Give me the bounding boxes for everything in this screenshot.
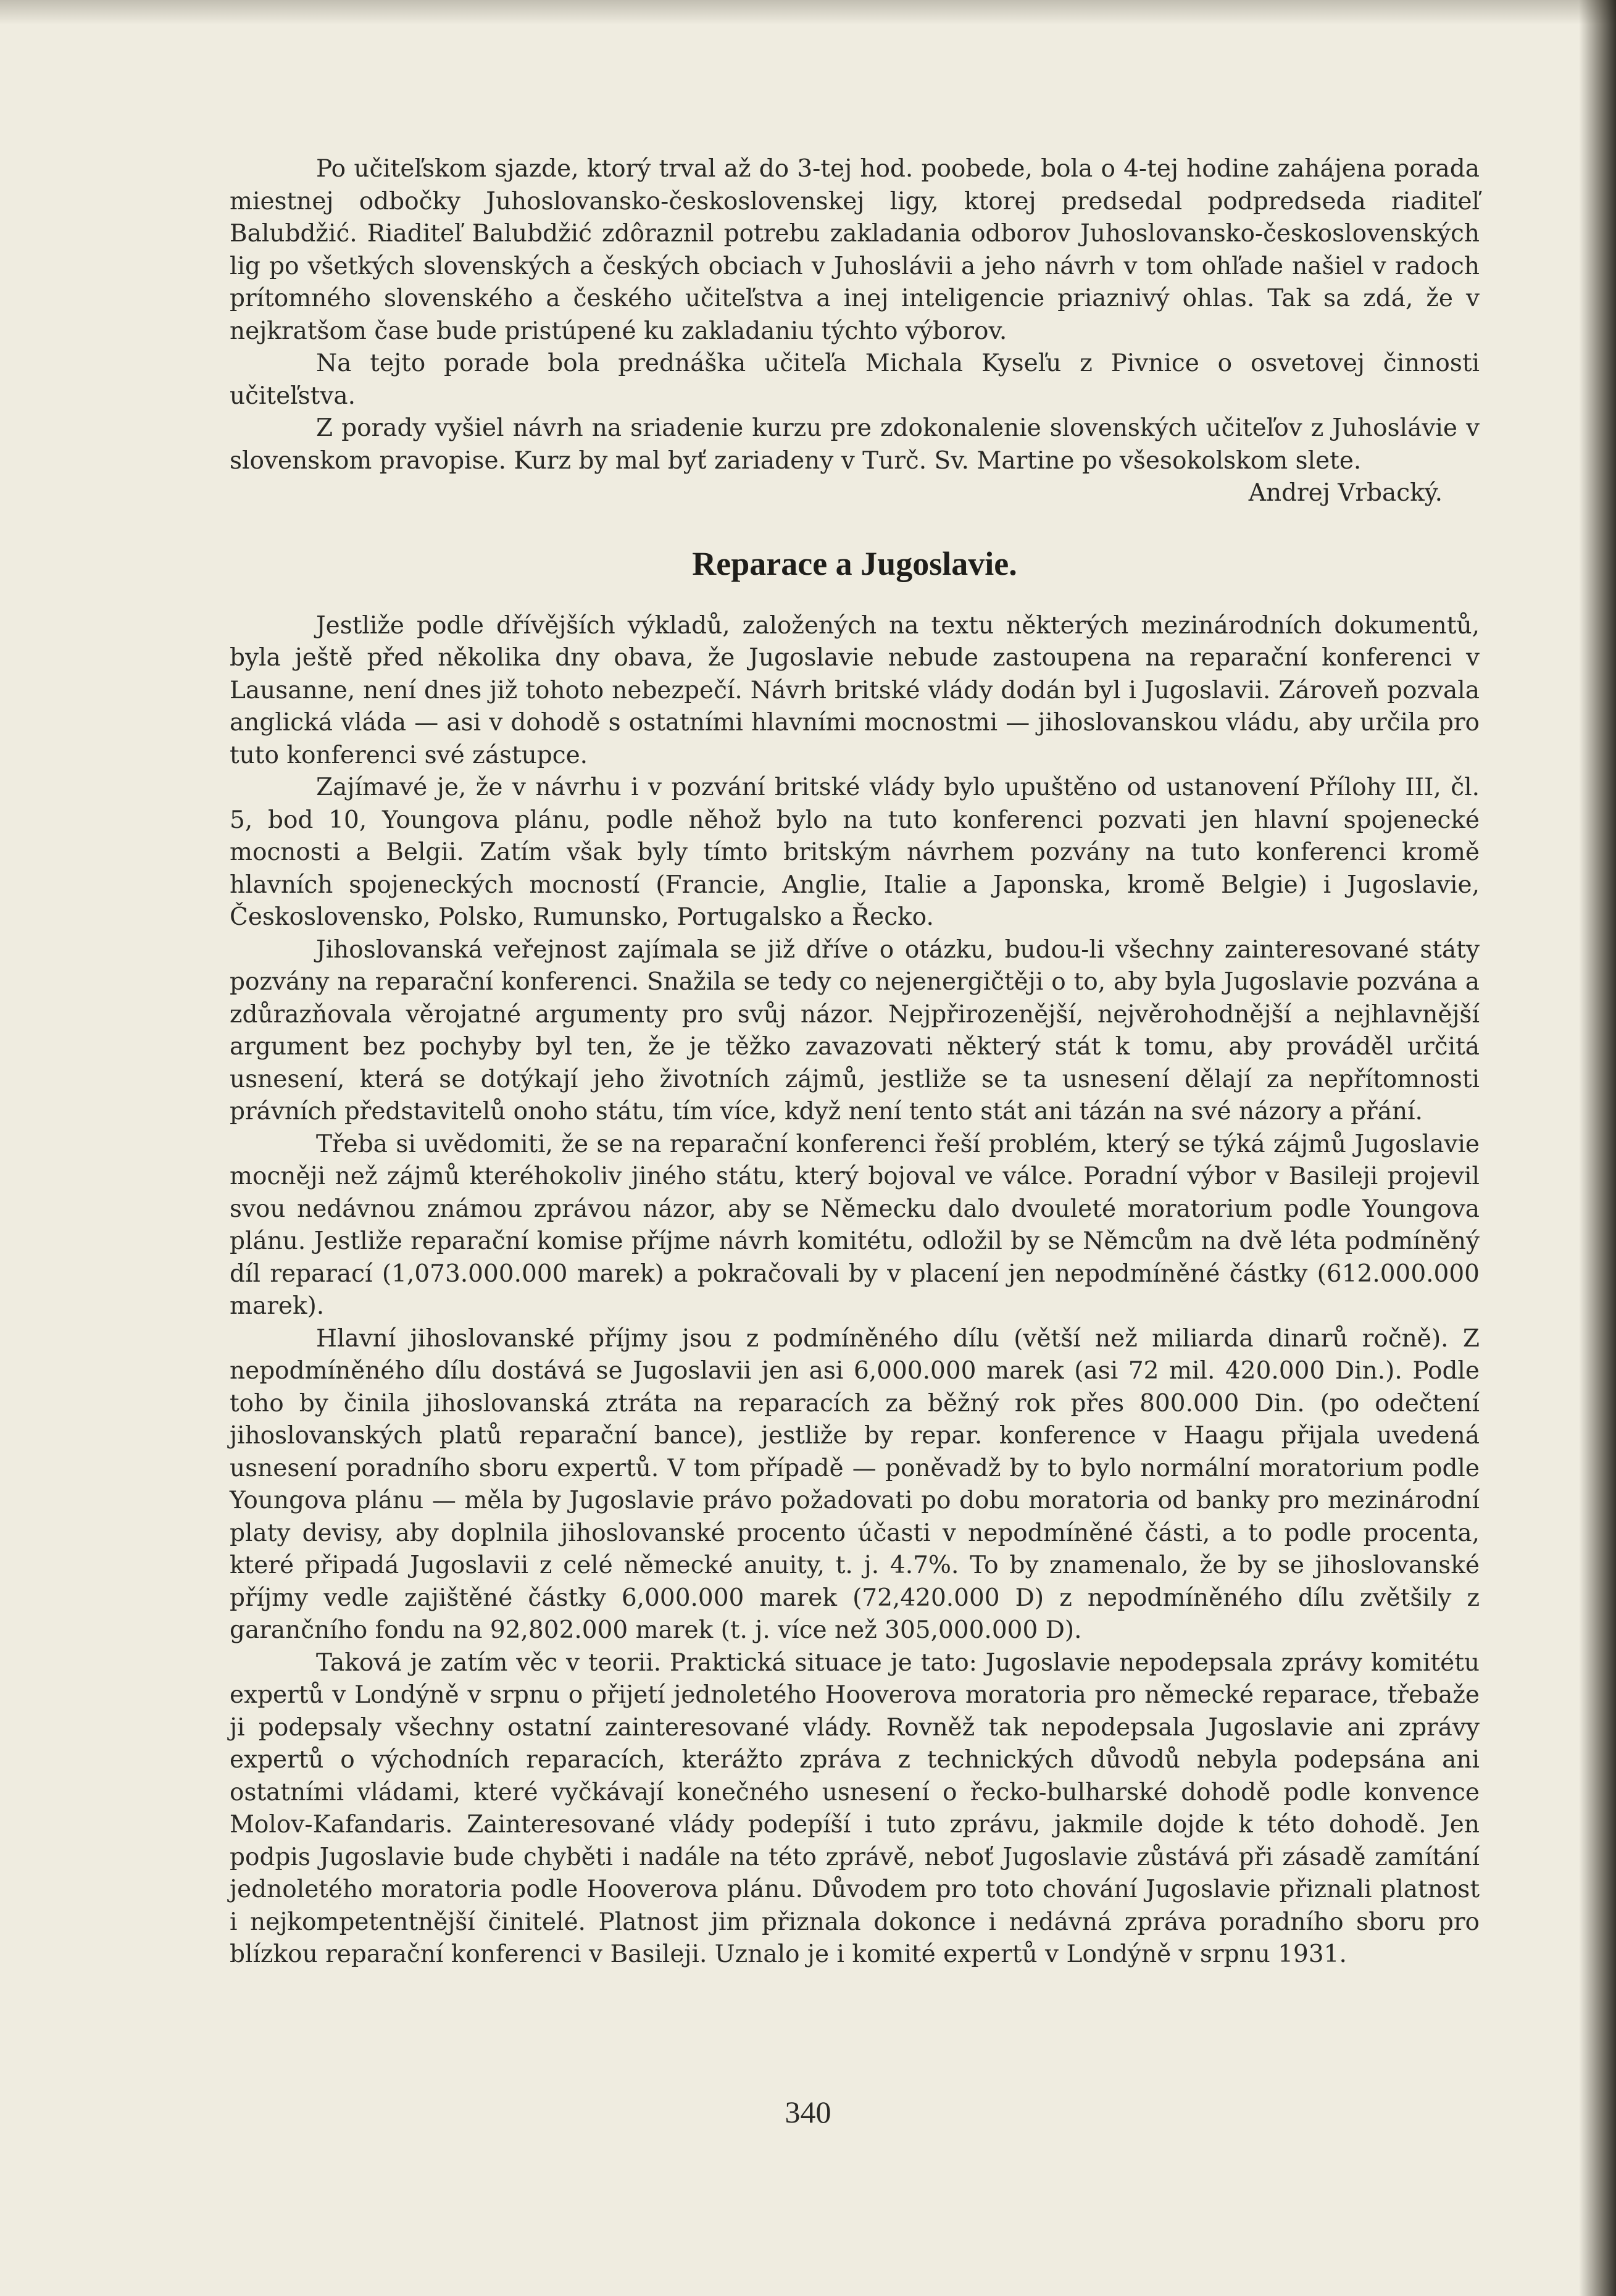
author-signature: Andrej Vrbacký. [1248,479,1443,507]
page-number: 340 [785,2095,831,2129]
article-title: Reparace a Jugoslavie. [692,545,1017,582]
page-content [230,153,1480,1971]
article-paragraph-5: Hlavní jihoslovanské příjmy jsou z podmíněného dílu (větší než miliarda dinarů ročně). Z nepodmíněného dílu dostává se Jugoslavii jen asi 6,000.000 marek (asi 72 mil. 420.000 Din.). Podle toho by činila jihoslovanská ztráta na reparacích za běžný rok přes 800.000 Din. (po odečtení jihoslovanských platů reparační bance), jestliže by repar. konference v Haagu přijala uvedená usnesení poradního sboru expertů. V tom případě — poněvadž by to bylo normální moratorium podle Youngova plánu — měla by Jugoslavie právo požadovati po dobu moratoria od banky pro mezinárodní platy devisy, aby doplnila jihoslovanské procento účasti v nepodmíněné části, a to podle procenta, které připadá Jugoslavii z celé německé anuity, t. j. 4.7%. To by znamenalo, že by se jihoslovanské příjmy vedle zajištěné částky 6,000.000 marek (72,420.000 D) z nepodmíněného dílu zvětšily z garančního fondu na 92,802.000 marek (t. j. více než 305,000.000 D). [230,1324,1480,1644]
article-paragraph-6: Taková je zatím věc v teorii. Praktická situace je tato: Jugoslavie nepodepsala zprávy komitétu expertů v Londýně v srpnu o přijetí jednoletého Hooverova moratoria pro německé reparace, třebaže ji podepsaly všechny ostatní zainteresované vlády. Rovněž tak nepodepsala Jugoslavie ani zprávy expertů o východních reparacích, kterážto zpráva z technických důvodů nebyla podepsána ani ostatními vládami, které vyčkávají konečného usnesení o řecko-bulharské dohodě podle konvence Molov-Kafandaris. Zainteresované vlády podepíší i tuto zprávu, jakmile dojde k této dohodě. Jen podpis Jugoslavie bude chyběti i nadále na této zprávě, neboť Jugoslavie zůstává při zásadě zamítání jednoletého moratoria podle Hooverova plánu. Důvodem pro toto chování Jugoslavie přiznali platnost i nejkompetentnější činitelé. Platnost jim přiznala dokonce i nedávná zpráva poradního sboru pro blízkou reparační konferenci v Basileji. Uznalo je i komité expertů v Londýně v srpnu 1931. [230,1648,1480,1968]
article-paragraph-3: Jihoslovanská veřejnost zajímala se již dříve o otázku, budou-li všechny zainteresované státy pozvány na reparační konferenci. Snažila se tedy co nejenergičtěji o to, aby byla Jugoslavie pozvána a zdůrazňovala věrojatné argumenty pro svůj názor. Nejpřirozenější, nejvěrohodnější a nejhlavnější argument bez pochyby byl ten, že je těžko zavazovati některý stát k tomu, aby prováděl určitá usnesení, která se dotýkají jeho životních zájmů, jestliže se ta usnesení dělají za nepřítomnosti právních představitelů onoho státu, tím více, když není tento stát ani tázán na své názory a přání. [230,935,1480,1125]
top-edge-shadow [0,0,1616,25]
article-paragraph-2: Zajímavé je, že v návrhu i v pozvání britské vlády bylo upuštěno od ustanovení Přílohy III, čl. 5, bod 10, Youngova plánu, podle něhož bylo na tuto konferenci pozvati jen hlavní spojenecké mocnosti a Belgii. Zatím však byly tímto britským návrhem pozvány na tuto konferenci kromě hlavních spojeneckých mocností (Francie, Anglie, Italie a Japonska, kromě Belgie) i Jugoslavie, Československo, Polsko, Rumunsko, Portugalsko a Řecko. [230,774,1480,931]
report-paragraph-2: Na tejto porade bola prednáška učiteľa Michala Kyseľu z Pivnice o osvetovej činnosti učiteľstva. [230,349,1480,410]
article-paragraph-4: Třeba si uvědomiti, že se na reparační konferenci řeší problém, který se týká zájmů Jugoslavie mocněji než zájmů kteréhokoliv jiného státu, který bojoval ve válce. Poradní výbor v Basileji projevil svou nedávnou známou zprávou názor, aby se Německu dalo dvouleté moratorium podle Youngova plánu. Jestliže reparační komise příjme návrh komitétu, odložil by se Němcům na dvě léta podmíněný díl reparací (1,073.000.000 marek) a pokračovali by v placení jen nepodmíněné částky (612.000.000 marek). [230,1130,1480,1320]
article-paragraph-1: Jestliže podle dřívějších výkladů, založených na textu některých mezinárodních dokumentů, byla ještě před několika dny obava, že Jugoslavie nebude zastoupena na reparační konferenci v Lausanne, není dnes již tohoto nebezpečí. Návrh britské vlády dodán byl i Jugoslavii. Zároveň pozvala anglická vláda — asi v dohodě s ostatními hlavními mocnostmi — jihoslovanskou vládu, aby určila pro tuto konferenci své zástupce. [230,611,1480,769]
report-paragraph-3: Z porady vyšiel návrh na sriadenie kurzu pre zdokonalenie slovenských učiteľov z Juhoslávie v slovenskom pravopise. Kurz by mal byť zariadeny v Turč. Sv. Martine po všesokolskom slete. [230,414,1480,475]
report-paragraph-1: Po učiteľskom sjazde, ktorý trval až do 3-tej hod. poobede, bola o 4-tej hodine zahájena porada miestnej odbočky Juhoslovansko-československej ligy, ktorej predsedal podpredseda riaditeľ Balubdžić. Riaditeľ Balubdžić zdôraznil potrebu zakladania odborov Juhoslovansko-československých lig po všetkých slovenských a českých obciach v Juhoslávii a jeho návrh v tom ohľade našiel v radoch prítomného slovenského a českého učiteľstva a inej inteligencie priaznivý ohlas. Tak sa zdá, že v nejkratšom čase bude pristúpené ku zakladaniu týchto výborov. [230,155,1480,345]
book-spine-shadow [1579,0,1616,2296]
